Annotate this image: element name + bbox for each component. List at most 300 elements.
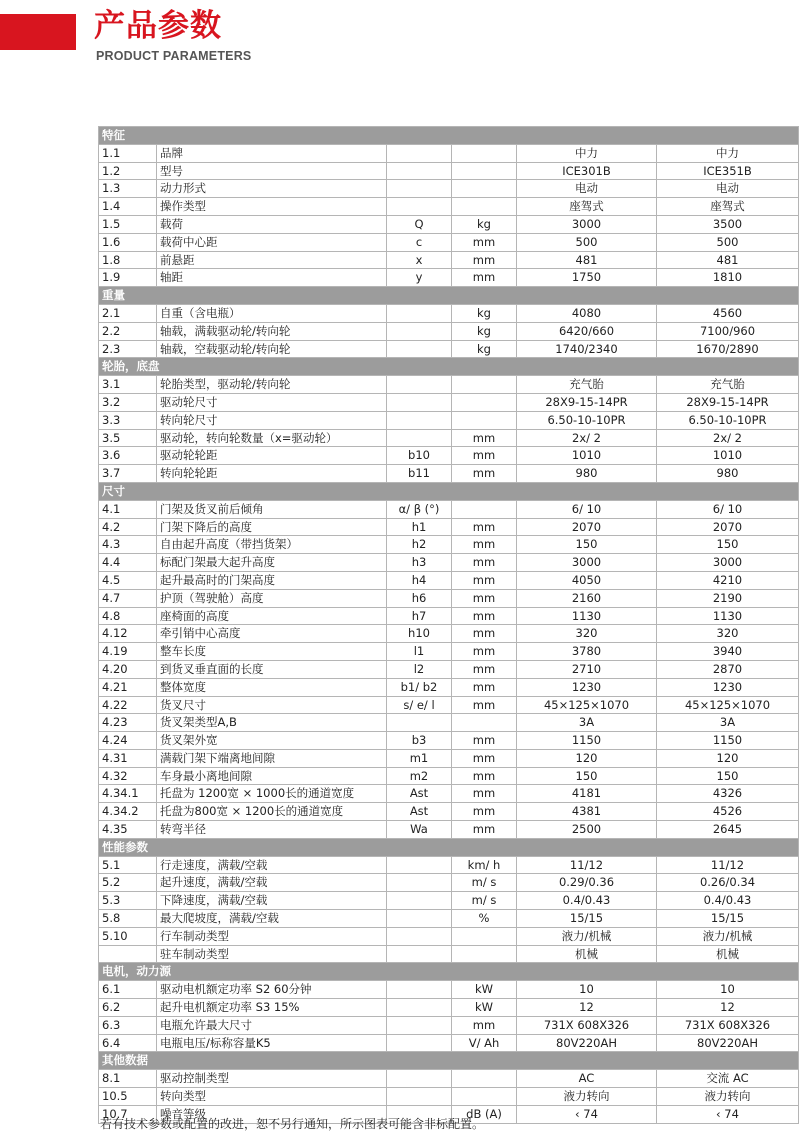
spec-number: 6.1 (99, 981, 157, 999)
table-row (99, 269, 799, 287)
spec-symbol: Ast (387, 803, 452, 821)
spec-unit: mm (452, 696, 517, 714)
spec-value-model-1: 1230 (517, 678, 657, 696)
table-row (99, 571, 799, 589)
spec-unit: mm (452, 554, 517, 572)
table-row (99, 411, 799, 429)
spec-value-model-2: 3500 (657, 215, 799, 233)
spec-symbol (387, 1088, 452, 1106)
spec-unit: mm (452, 607, 517, 625)
spec-symbol (387, 945, 452, 963)
spec-item: 行走速度，满载/空载 (157, 856, 387, 874)
spec-number: 8.1 (99, 1070, 157, 1088)
spec-value-model-2: 150 (657, 767, 799, 785)
spec-item: 起升电机额定功率 S3 15% (157, 999, 387, 1017)
spec-value-model-2: 充气胎 (657, 376, 799, 394)
spec-number: 2.1 (99, 304, 157, 322)
spec-value-model-2: 交流 AC (657, 1070, 799, 1088)
section-title: 尺寸 (99, 482, 799, 500)
table-row (99, 1070, 799, 1088)
section-header-row (99, 1052, 799, 1070)
spec-unit: kW (452, 999, 517, 1017)
table-row (99, 945, 799, 963)
spec-symbol: m2 (387, 767, 452, 785)
spec-value-model-2: 1130 (657, 607, 799, 625)
spec-value-model-1: 1750 (517, 269, 657, 287)
spec-value-model-2: 10 (657, 981, 799, 999)
spec-unit: kW (452, 981, 517, 999)
spec-unit (452, 1088, 517, 1106)
spec-item: 到货叉垂直面的长度 (157, 660, 387, 678)
spec-unit (452, 500, 517, 518)
spec-symbol: b3 (387, 732, 452, 750)
spec-number: 6.4 (99, 1034, 157, 1052)
spec-value-model-2: 3A (657, 714, 799, 732)
section-title: 特征 (99, 127, 799, 145)
table-row (99, 251, 799, 269)
spec-number: 1.5 (99, 215, 157, 233)
spec-item: 轴载，满载驱动轮/转向轮 (157, 322, 387, 340)
spec-number: 4.23 (99, 714, 157, 732)
table-row (99, 465, 799, 483)
spec-symbol (387, 411, 452, 429)
spec-value-model-1: 12 (517, 999, 657, 1017)
spec-value-model-2: 液力/机械 (657, 927, 799, 945)
spec-number: 6.2 (99, 999, 157, 1017)
spec-value-model-1: 液力转向 (517, 1088, 657, 1106)
table-row (99, 625, 799, 643)
spec-symbol: b11 (387, 465, 452, 483)
spec-value-model-1: 0.4/0.43 (517, 892, 657, 910)
spec-value-model-1: 充气胎 (517, 376, 657, 394)
spec-value-model-2: 机械 (657, 945, 799, 963)
spec-number: 3.2 (99, 393, 157, 411)
table-row (99, 180, 799, 198)
spec-item: 轮胎类型，驱动轮/转向轮 (157, 376, 387, 394)
spec-symbol (387, 340, 452, 358)
spec-unit: km/ h (452, 856, 517, 874)
table-row (99, 732, 799, 750)
spec-value-model-2: 2870 (657, 660, 799, 678)
spec-unit: V/ Ah (452, 1034, 517, 1052)
table-row (99, 322, 799, 340)
spec-unit (452, 144, 517, 162)
spec-item: 自重（含电瓶） (157, 304, 387, 322)
spec-value-model-1: 500 (517, 233, 657, 251)
spec-value-model-1: 2x/ 2 (517, 429, 657, 447)
spec-value-model-1: 中力 (517, 144, 657, 162)
spec-value-model-2: 6.50-10-10PR (657, 411, 799, 429)
spec-symbol: c (387, 233, 452, 251)
spec-value-model-1: ‹ 74 (517, 1105, 657, 1123)
spec-value-model-2: 3940 (657, 643, 799, 661)
spec-unit (452, 1070, 517, 1088)
spec-item: 门架及货叉前后倾角 (157, 500, 387, 518)
spec-value-model-1: 4181 (517, 785, 657, 803)
spec-item: 噪音等级 (157, 1105, 387, 1123)
spec-unit (452, 927, 517, 945)
spec-value-model-1: 0.29/0.36 (517, 874, 657, 892)
spec-item: 货叉架类型A,B (157, 714, 387, 732)
spec-number: 4.2 (99, 518, 157, 536)
spec-number: 4.4 (99, 554, 157, 572)
section-header-row (99, 963, 799, 981)
table-row (99, 393, 799, 411)
spec-number: 2.3 (99, 340, 157, 358)
spec-value-model-1: 4050 (517, 571, 657, 589)
spec-value-model-2: 1010 (657, 447, 799, 465)
spec-number: 4.19 (99, 643, 157, 661)
spec-value-model-1: 1130 (517, 607, 657, 625)
spec-item: 电瓶电压/标称容量K5 (157, 1034, 387, 1052)
spec-unit: mm (452, 785, 517, 803)
spec-unit: kg (452, 340, 517, 358)
spec-symbol: h2 (387, 536, 452, 554)
spec-unit: mm (452, 660, 517, 678)
spec-number: 10.7 (99, 1105, 157, 1123)
table-row (99, 999, 799, 1017)
spec-item: 转向类型 (157, 1088, 387, 1106)
spec-unit: dB (A) (452, 1105, 517, 1123)
spec-number: 1.6 (99, 233, 157, 251)
table-row (99, 981, 799, 999)
spec-value-model-2: 11/12 (657, 856, 799, 874)
spec-value-model-1: 机械 (517, 945, 657, 963)
spec-item: 护顶（驾驶舱）高度 (157, 589, 387, 607)
table-row (99, 1088, 799, 1106)
spec-symbol: h4 (387, 571, 452, 589)
spec-unit (452, 376, 517, 394)
table-row (99, 429, 799, 447)
spec-symbol (387, 1034, 452, 1052)
section-title: 电机，动力源 (99, 963, 799, 981)
table-row (99, 910, 799, 928)
spec-table (98, 126, 799, 1124)
table-row (99, 767, 799, 785)
spec-value-model-1: 150 (517, 536, 657, 554)
spec-value-model-2: 7100/960 (657, 322, 799, 340)
spec-item: 标配门架最大起升高度 (157, 554, 387, 572)
table-row (99, 215, 799, 233)
spec-symbol (387, 376, 452, 394)
spec-symbol (387, 180, 452, 198)
spec-unit (452, 198, 517, 216)
spec-number: 4.32 (99, 767, 157, 785)
spec-value-model-2: 1150 (657, 732, 799, 750)
spec-unit (452, 945, 517, 963)
spec-value-model-1: 1150 (517, 732, 657, 750)
table-row (99, 643, 799, 661)
spec-value-model-1: 481 (517, 251, 657, 269)
spec-value-model-1: 6/ 10 (517, 500, 657, 518)
spec-value-model-2: 80V220AH (657, 1034, 799, 1052)
spec-item: 牵引销中心高度 (157, 625, 387, 643)
spec-item: 驱动轮轮距 (157, 447, 387, 465)
table-row (99, 607, 799, 625)
spec-item: 载荷 (157, 215, 387, 233)
spec-value-model-1: 11/12 (517, 856, 657, 874)
footer-note: 若有技术参数或配置的改进，恕不另行通知，所示图表可能含非标配置。 (100, 1117, 485, 1131)
spec-unit: mm (452, 571, 517, 589)
spec-value-model-2: 1230 (657, 678, 799, 696)
spec-symbol: Wa (387, 821, 452, 839)
spec-value-model-2: 电动 (657, 180, 799, 198)
spec-value-model-2: 45×125×1070 (657, 696, 799, 714)
spec-value-model-2: 28X9-15-14PR (657, 393, 799, 411)
spec-number: 1.1 (99, 144, 157, 162)
table-row (99, 447, 799, 465)
table-row (99, 589, 799, 607)
spec-item: 驱动控制类型 (157, 1070, 387, 1088)
spec-number: 4.22 (99, 696, 157, 714)
spec-unit: mm (452, 251, 517, 269)
spec-value-model-2: 481 (657, 251, 799, 269)
spec-value-model-2: 4526 (657, 803, 799, 821)
spec-unit: mm (452, 269, 517, 287)
spec-number: 4.12 (99, 625, 157, 643)
spec-item: 托盘为800宽 × 1200长的通道宽度 (157, 803, 387, 821)
table-row (99, 518, 799, 536)
spec-symbol: α/ β (°) (387, 500, 452, 518)
spec-symbol: Ast (387, 785, 452, 803)
spec-value-model-1: 3000 (517, 554, 657, 572)
spec-value-model-1: 3A (517, 714, 657, 732)
spec-value-model-1: 液力/机械 (517, 927, 657, 945)
section-header-row (99, 358, 799, 376)
spec-value-model-2: 0.4/0.43 (657, 892, 799, 910)
table-row (99, 340, 799, 358)
spec-item: 转向轮轮距 (157, 465, 387, 483)
spec-value-model-2: 3000 (657, 554, 799, 572)
table-row (99, 785, 799, 803)
spec-number: 10.5 (99, 1088, 157, 1106)
spec-value-model-2: 120 (657, 749, 799, 767)
table-row (99, 1016, 799, 1034)
spec-value-model-2: 2190 (657, 589, 799, 607)
spec-value-model-1: 1740/2340 (517, 340, 657, 358)
spec-number: 4.31 (99, 749, 157, 767)
section-header-row (99, 482, 799, 500)
spec-value-model-2: 4326 (657, 785, 799, 803)
section-title: 轮胎，底盘 (99, 358, 799, 376)
spec-value-model-1: 座驾式 (517, 198, 657, 216)
spec-item: 门架下降后的高度 (157, 518, 387, 536)
spec-value-model-1: 电动 (517, 180, 657, 198)
spec-number: 4.34.2 (99, 803, 157, 821)
spec-symbol: h3 (387, 554, 452, 572)
spec-number: 1.3 (99, 180, 157, 198)
spec-value-model-1: 28X9-15-14PR (517, 393, 657, 411)
spec-value-model-2: 0.26/0.34 (657, 874, 799, 892)
spec-item: 轴载，空载驱动轮/转向轮 (157, 340, 387, 358)
spec-value-model-2: 6/ 10 (657, 500, 799, 518)
spec-value-model-1: AC (517, 1070, 657, 1088)
table-row (99, 233, 799, 251)
spec-number: 5.2 (99, 874, 157, 892)
spec-item: 托盘为 1200宽 × 1000长的通道宽度 (157, 785, 387, 803)
spec-symbol: h1 (387, 518, 452, 536)
spec-number: 6.3 (99, 1016, 157, 1034)
spec-symbol: l1 (387, 643, 452, 661)
table-row (99, 892, 799, 910)
spec-value-model-1: 2160 (517, 589, 657, 607)
spec-symbol: x (387, 251, 452, 269)
spec-number: 5.8 (99, 910, 157, 928)
spec-symbol: h10 (387, 625, 452, 643)
spec-unit: mm (452, 749, 517, 767)
spec-unit: mm (452, 625, 517, 643)
table-row (99, 927, 799, 945)
spec-unit: mm (452, 518, 517, 536)
table-row (99, 749, 799, 767)
spec-value-model-2: 液力转向 (657, 1088, 799, 1106)
spec-symbol (387, 892, 452, 910)
spec-item: 起升最高时的门架高度 (157, 571, 387, 589)
spec-symbol (387, 304, 452, 322)
spec-number: 4.34.1 (99, 785, 157, 803)
table-row (99, 660, 799, 678)
spec-item: 驱动电机额定功率 S2 60分钟 (157, 981, 387, 999)
spec-value-model-1: 45×125×1070 (517, 696, 657, 714)
spec-item: 自由起升高度（带挡货架） (157, 536, 387, 554)
spec-item: 整车长度 (157, 643, 387, 661)
spec-unit: mm (452, 1016, 517, 1034)
table-row (99, 678, 799, 696)
table-row (99, 162, 799, 180)
table-row (99, 696, 799, 714)
spec-number: 1.9 (99, 269, 157, 287)
section-header-row (99, 127, 799, 145)
spec-item: 品牌 (157, 144, 387, 162)
spec-item: 货叉尺寸 (157, 696, 387, 714)
spec-symbol (387, 981, 452, 999)
spec-item: 转向轮尺寸 (157, 411, 387, 429)
spec-value-model-1: 6420/660 (517, 322, 657, 340)
spec-value-model-2: 座驾式 (657, 198, 799, 216)
section-title: 其他数据 (99, 1052, 799, 1070)
section-header-row (99, 838, 799, 856)
spec-number: 4.24 (99, 732, 157, 750)
spec-value-model-2: 320 (657, 625, 799, 643)
spec-unit: kg (452, 215, 517, 233)
spec-item: 驱动轮尺寸 (157, 393, 387, 411)
spec-unit: mm (452, 643, 517, 661)
spec-symbol (387, 910, 452, 928)
spec-item: 下降速度，满载/空载 (157, 892, 387, 910)
spec-value-model-2: 4560 (657, 304, 799, 322)
spec-item: 驻车制动类型 (157, 945, 387, 963)
spec-symbol: h7 (387, 607, 452, 625)
spec-value-model-1: ICE301B (517, 162, 657, 180)
spec-number: 3.5 (99, 429, 157, 447)
spec-item: 车身最小离地间隙 (157, 767, 387, 785)
spec-value-model-1: 150 (517, 767, 657, 785)
spec-value-model-1: 980 (517, 465, 657, 483)
spec-symbol (387, 429, 452, 447)
spec-unit: mm (452, 589, 517, 607)
spec-value-model-1: 120 (517, 749, 657, 767)
spec-item: 前悬距 (157, 251, 387, 269)
spec-symbol (387, 144, 452, 162)
spec-item: 轴距 (157, 269, 387, 287)
spec-value-model-2: 1670/2890 (657, 340, 799, 358)
spec-symbol: Q (387, 215, 452, 233)
header-accent-bar (0, 14, 76, 50)
spec-unit: mm (452, 678, 517, 696)
table-row (99, 536, 799, 554)
spec-value-model-1: 1010 (517, 447, 657, 465)
spec-number: 4.7 (99, 589, 157, 607)
spec-value-model-2: 2x/ 2 (657, 429, 799, 447)
spec-symbol: h6 (387, 589, 452, 607)
spec-value-model-2: 2645 (657, 821, 799, 839)
spec-value-model-2: 4210 (657, 571, 799, 589)
spec-number: 4.3 (99, 536, 157, 554)
spec-value-model-1: 80V220AH (517, 1034, 657, 1052)
table-row (99, 198, 799, 216)
spec-value-model-2: 500 (657, 233, 799, 251)
spec-number: 3.7 (99, 465, 157, 483)
spec-unit (452, 393, 517, 411)
spec-number: 4.21 (99, 678, 157, 696)
table-row (99, 803, 799, 821)
spec-unit: m/ s (452, 892, 517, 910)
spec-value-model-2: 150 (657, 536, 799, 554)
spec-value-model-1: 15/15 (517, 910, 657, 928)
spec-value-model-2: 15/15 (657, 910, 799, 928)
spec-symbol (387, 874, 452, 892)
table-row (99, 874, 799, 892)
spec-value-model-1: 2710 (517, 660, 657, 678)
spec-value-model-2: ICE351B (657, 162, 799, 180)
spec-item: 电瓶允许最大尺寸 (157, 1016, 387, 1034)
spec-symbol (387, 393, 452, 411)
spec-unit (452, 180, 517, 198)
page-title: 产品参数 (94, 8, 222, 44)
spec-item: 转弯半径 (157, 821, 387, 839)
spec-unit (452, 411, 517, 429)
spec-item: 驱动轮，转向轮数量（x=驱动轮） (157, 429, 387, 447)
spec-item: 起升速度，满载/空载 (157, 874, 387, 892)
spec-item: 动力形式 (157, 180, 387, 198)
table-row (99, 714, 799, 732)
spec-number: 1.8 (99, 251, 157, 269)
spec-item: 货叉架外宽 (157, 732, 387, 750)
spec-value-model-2: 2070 (657, 518, 799, 536)
spec-item: 座椅面的高度 (157, 607, 387, 625)
spec-number: 4.5 (99, 571, 157, 589)
table-row (99, 500, 799, 518)
spec-unit: mm (452, 429, 517, 447)
spec-unit: mm (452, 536, 517, 554)
table-row (99, 821, 799, 839)
spec-symbol (387, 714, 452, 732)
spec-unit: % (452, 910, 517, 928)
spec-unit: kg (452, 322, 517, 340)
spec-value-model-1: 3780 (517, 643, 657, 661)
spec-item: 行车制动类型 (157, 927, 387, 945)
spec-unit: mm (452, 821, 517, 839)
spec-value-model-2: 1810 (657, 269, 799, 287)
spec-value-model-1: 4080 (517, 304, 657, 322)
spec-symbol: y (387, 269, 452, 287)
spec-value-model-1: 731X 608X326 (517, 1016, 657, 1034)
spec-symbol (387, 1070, 452, 1088)
table-row (99, 376, 799, 394)
spec-symbol (387, 927, 452, 945)
spec-symbol (387, 162, 452, 180)
spec-value-model-2: ‹ 74 (657, 1105, 799, 1123)
